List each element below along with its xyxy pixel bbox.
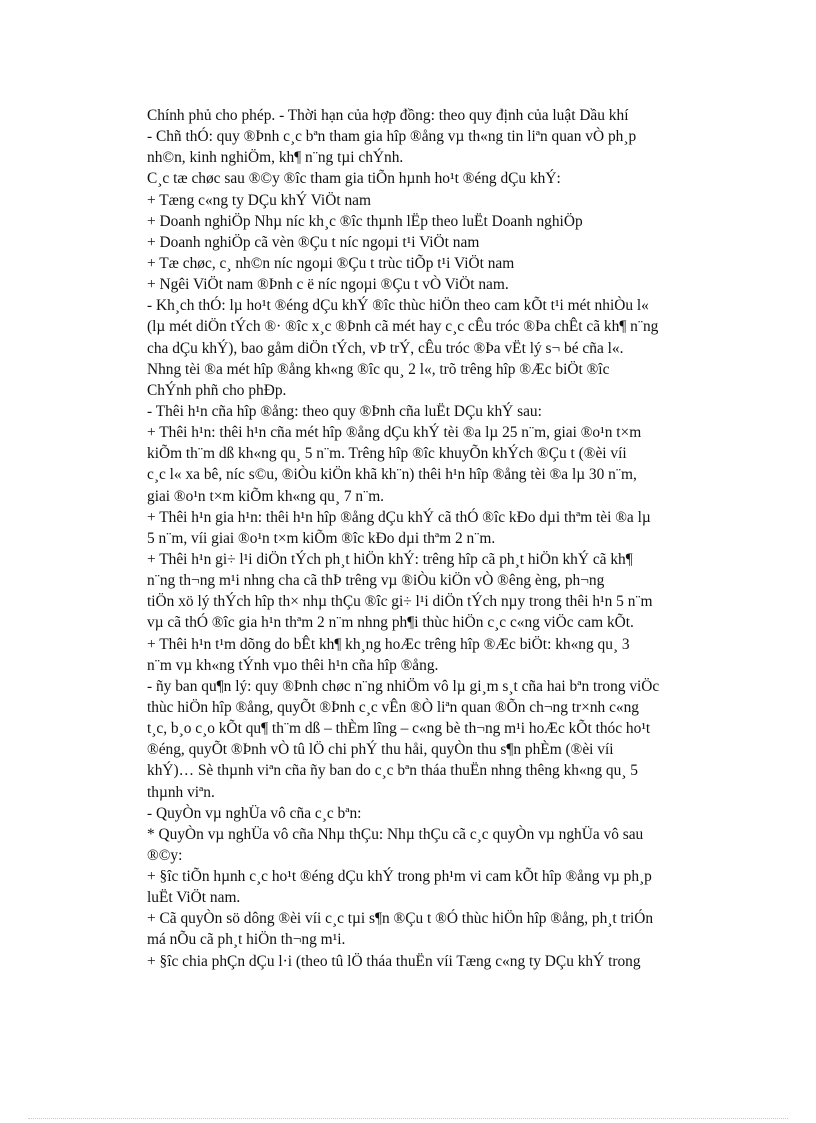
text-line: ChÝnh phñ cho phÐp. — [147, 381, 287, 399]
text-line: vµ cã thÓ ®îc gia h¹n thªm 2 n¨m nhng ph¶i thùc hiÖn c¸c c«ng viÖc cam kÕt. — [147, 614, 634, 632]
text-line: n¨ng th¬ng m¹i nhng cha cã thÞ trêng vµ ®iÒu kiÖn vÒ ®êng èng, ph¬ng — [147, 572, 605, 590]
text-line: + Thêi h¹n t¹m dõng do bÊt kh¶ kh¸ng hoÆc trêng hîp ®Æc biÖt: kh«ng qu¸ 3 — [147, 635, 630, 653]
text-line: - Kh¸ch thÓ: lµ ho¹t ®éng dÇu khÝ ®îc thùc hiÖn theo cam kÕt t¹i mét nhiÒu l« — [147, 297, 649, 315]
page-bottom-divider — [28, 1118, 788, 1119]
text-line: + Doanh nghiÖp cã vèn ®Çu t níc ngoµi t¹i ViÖt nam — [147, 233, 480, 251]
text-line: cha dÇu khÝ), bao gåm diÖn tÝch, vÞ trÝ, cÊu tróc ®Þa vËt lý s¬ bé cña l«. — [147, 339, 624, 357]
text-line: 5 n¨m, víi giai ®o¹n t×m kiÕm ®îc kÐo dµi thªm 2 n¨m. — [147, 529, 496, 547]
text-line: - Chñ thÓ: quy ®Þnh c¸c bªn tham gia hîp ®ång vµ th«ng tin liªn quan vÒ ph¸p — [147, 128, 637, 146]
text-line: giai ®o¹n t×m kiÕm kh«ng qu¸ 7 n¨m. — [147, 487, 385, 505]
text-line: thµnh viªn. — [147, 783, 215, 801]
text-line: Nhng tèi ®a mét hîp ®ång kh«ng ®îc qu¸ 2 l«, trõ trêng hîp ®Æc biÖt ®îc — [147, 360, 610, 378]
text-line: nh©n, kinh nghiÖm, kh¶ n¨ng tµi chÝnh. — [147, 149, 404, 167]
text-line: + §îc chia phÇn dÇu l·i (theo tû lÖ tháa thuËn víi Tæng c«ng ty DÇu khÝ trong — [147, 952, 641, 970]
document-body — [147, 105, 747, 972]
text-line: luËt ViÖt nam. — [147, 889, 241, 907]
text-line: + Doanh nghiÖp Nhµ níc kh¸c ®îc thµnh lËp theo luËt Doanh nghiÖp — [147, 212, 583, 230]
text-line: + Tæng c«ng ty DÇu khÝ ViÖt nam — [147, 191, 371, 209]
text-line: + Thêi h¹n gi÷ l¹i diÖn tÝch ph¸t hiÖn khÝ: trêng hîp cã ph¸t hiÖn khÝ cã kh¶ — [147, 550, 633, 568]
text-line: t¸c, b¸o c¸o kÕt qu¶ th¨m dß – thÈm lîng – c«ng bè th¬ng m¹i hoÆc kÕt thóc ho¹t — [147, 720, 651, 738]
text-line: - ñy ban qu¶n lý: quy ®Þnh chøc n¨ng nhiÖm vô lµ gi¸m s¸t cña hai bªn trong viÖc — [147, 677, 660, 695]
text-line: - Thêi h¹n cña hîp ®ång: theo quy ®Þnh cña luËt DÇu khÝ sau: — [147, 402, 542, 420]
text-line: thùc hiÖn hîp ®ång, quyÕt ®Þnh c¸c vÊn ®Ò liªn quan ®Õn ch¬ng tr×nh c«ng — [147, 698, 639, 716]
text-line: C¸c tæ chøc sau ®©y ®îc tham gia tiÕn hµnh ho¹t ®éng dÇu khÝ: — [147, 170, 561, 188]
text-line: + Thêi h¹n gia h¹n: thêi h¹n hîp ®ång dÇu khÝ cã thÓ ®îc kÐo dµi thªm tèi ®a lµ — [147, 508, 651, 526]
text-line: + Tæ chøc, c¸ nh©n níc ngoµi ®Çu t trùc tiÕp t¹i ViÖt nam — [147, 254, 515, 272]
text-line: + Ngêi ViÖt nam ®Þnh c ë níc ngoµi ®Çu t vÒ ViÖt nam. — [147, 276, 509, 294]
text-line: c¸c l« xa bê, níc s©u, ®iÒu kiÖn khã kh¨n) thêi h¹n hîp ®ång tèi ®a lµ 30 n¨m, — [147, 466, 637, 484]
text-line: Chính phủ cho phép. - Thời hạn của hợp đồng: theo quy định của luật Dầu khí — [147, 107, 629, 124]
text-line: ®©y: — [147, 846, 183, 864]
text-line: tiÖn xö lý thÝch hîp th× nhµ thÇu ®îc gi÷ l¹i diÖn tÝch nµy trong thêi h¹n 5 n¨m — [147, 593, 653, 611]
text-line: n¨m vµ kh«ng tÝnh vµo thêi h¹n cña hîp ®ång. — [147, 656, 439, 674]
text-line: kiÕm th¨m dß kh«ng qu¸ 5 n¨m. Trêng hîp ®îc khuyÕn khÝch ®Çu t (®èi víi — [147, 445, 627, 463]
text-line: - QuyÒn vµ nghÜa vô cña c¸c bªn: — [147, 804, 362, 822]
text-line: má nÕu cã ph¸t hiÖn th¬ng m¹i. — [147, 931, 346, 949]
text-line: (lµ mét diÖn tÝch ®· ®îc x¸c ®Þnh cã mét hay c¸c cÊu tróc ®Þa chÊt cã kh¶ n¨ng — [147, 318, 659, 336]
text-line: * QuyÒn vµ nghÜa vô cña Nhµ thÇu: Nhµ thÇu cã c¸c quyÒn vµ nghÜa vô sau — [147, 825, 644, 843]
text-line: + Thêi h¹n: thêi h¹n cña mét hîp ®ång dÇu khÝ tèi ®a lµ 25 n¨m, giai ®o¹n t×m — [147, 424, 642, 442]
text-line: + Cã quyÒn sö dông ®èi víi c¸c tµi s¶n ®Çu t ®Ó thùc hiÖn hîp ®ång, ph¸t triÓn — [147, 910, 654, 928]
text-line: khÝ)… Sè thµnh viªn cña ñy ban do c¸c bªn tháa thuËn nhng thêng kh«ng qu¸ 5 — [147, 762, 638, 780]
text-line: ®éng, quyÕt ®Þnh vÒ tû lÖ chi phÝ thu håi, quyÒn thu s¶n phÈm (®èi víi — [147, 741, 614, 759]
text-line: + §îc tiÕn hµnh c¸c ho¹t ®éng dÇu khÝ trong ph¹m vi cam kÕt hîp ®ång vµ ph¸p — [147, 868, 652, 886]
